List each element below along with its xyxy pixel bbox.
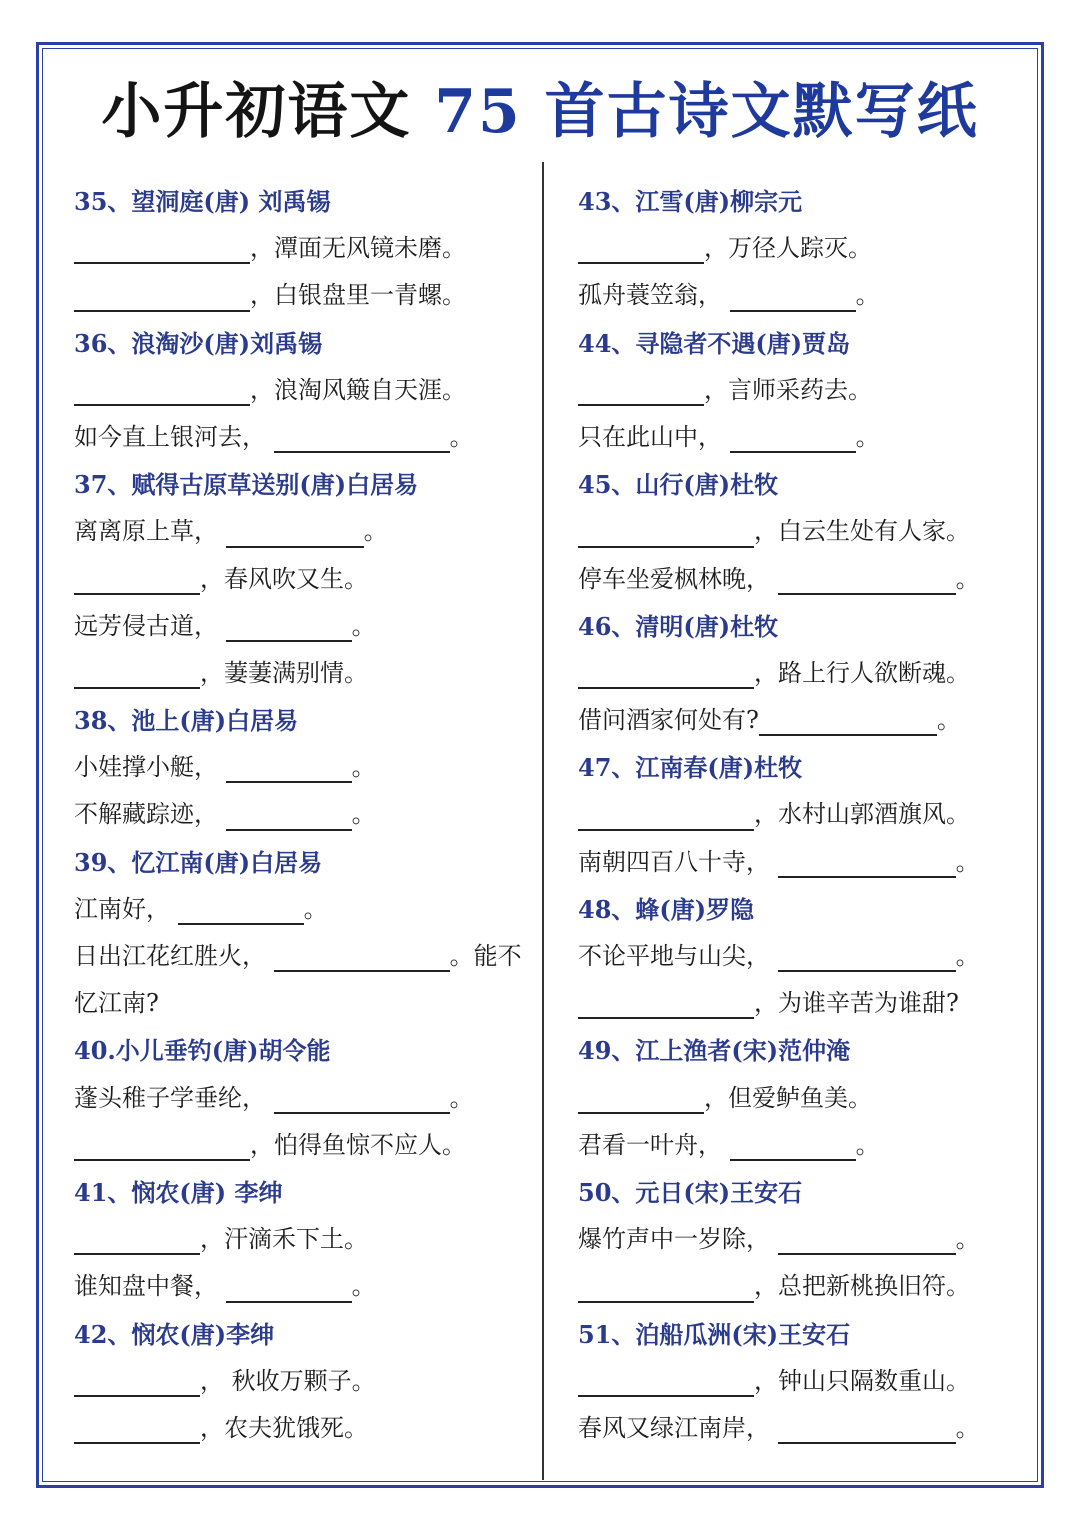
poem-line xyxy=(74,414,530,461)
answer-blank[interactable] xyxy=(74,1129,250,1161)
answer-blank[interactable] xyxy=(274,1082,450,1114)
verse-text: 停车坐爱枫林晚， xyxy=(578,564,770,593)
answer-blank[interactable] xyxy=(759,704,937,736)
answer-blank[interactable] xyxy=(730,280,856,312)
period-mark: 。 xyxy=(936,706,961,735)
period-mark: 。 xyxy=(955,942,980,970)
answer-blank[interactable] xyxy=(578,374,704,406)
poem-line xyxy=(74,744,530,791)
period-mark: 。 xyxy=(449,422,474,451)
answer-blank[interactable] xyxy=(178,893,304,925)
left-column xyxy=(74,178,530,1452)
answer-blank[interactable] xyxy=(578,1271,754,1303)
verse-text: 如今直上银河去， xyxy=(74,422,266,451)
answer-blank[interactable] xyxy=(578,657,754,689)
poem-heading: 39、忆江南(唐)白居易 xyxy=(74,847,323,877)
verse-text: 小娃撑小艇， xyxy=(74,753,218,782)
verse-text: ，潭面无风镜未磨。 xyxy=(250,234,466,263)
poem-line xyxy=(578,933,1018,980)
poem-line xyxy=(74,1216,530,1263)
poem-line xyxy=(74,1405,530,1452)
poem-line xyxy=(578,272,1018,319)
poem-line xyxy=(578,508,1018,555)
poem-heading: 50、元日(宋)王安石 xyxy=(578,1177,803,1207)
poem-heading: 42、悯农(唐)李绅 xyxy=(74,1319,275,1349)
poem-heading: 49、江上渔者(宋)范仲淹 xyxy=(578,1036,851,1066)
poem-heading: 46、清明(唐)杜牧 xyxy=(578,611,779,641)
verse-text: 蓬头稚子学垂纶， xyxy=(74,1083,266,1112)
verse-text: ，钟山只隔数重山。 xyxy=(754,1366,970,1395)
poem-line xyxy=(578,839,1018,886)
verse-text: ，白银盘里一青螺。 xyxy=(250,281,466,310)
poem-line xyxy=(74,1075,530,1122)
period-mark: 。 xyxy=(855,1130,880,1159)
poem-line xyxy=(74,886,530,933)
poem-heading: 43、江雪(唐)柳宗元 xyxy=(578,187,803,216)
answer-blank[interactable] xyxy=(578,799,754,831)
period-mark: 。 xyxy=(855,422,880,451)
verse-text: ，言师采药去。 xyxy=(704,375,872,404)
verse-text: ，路上行人欲断魂。 xyxy=(754,658,970,687)
poem-line: 忆江南? xyxy=(74,989,159,1018)
answer-blank[interactable] xyxy=(730,421,856,453)
answer-blank[interactable] xyxy=(274,421,450,453)
poem-line xyxy=(74,272,530,319)
poem-heading: 47、江南春(唐)杜牧 xyxy=(578,753,803,783)
verse-text: 日出江花红胜火， xyxy=(74,942,266,970)
answer-blank[interactable] xyxy=(74,563,200,595)
verse-text: 南朝四百八十寺， xyxy=(578,847,770,876)
period-mark: 。 xyxy=(955,1225,980,1254)
verse-text: 孤舟蓑笠翁， xyxy=(578,281,722,310)
verse-text: ，怕得鱼惊不应人。 xyxy=(250,1130,466,1159)
poem-line xyxy=(578,791,1018,838)
verse-text: ，春风吹又生。 xyxy=(200,564,368,593)
poem-line xyxy=(578,650,1018,697)
answer-blank[interactable] xyxy=(778,1412,956,1444)
answer-blank[interactable] xyxy=(74,280,250,312)
verse-text: 离离原上草， xyxy=(74,517,218,546)
poem-line xyxy=(578,697,1018,744)
poem-line xyxy=(74,508,530,555)
verse-text: ，农夫犹饿死。 xyxy=(200,1413,368,1442)
poem-line xyxy=(74,556,530,603)
answer-blank[interactable] xyxy=(274,940,450,972)
poem-line xyxy=(578,1405,1018,1452)
poem-line xyxy=(578,367,1018,414)
verse-text: ，万径人踪灭。 xyxy=(704,234,872,263)
period-mark: 。 xyxy=(855,281,880,310)
poem-line xyxy=(74,791,530,838)
verse-text: ，为谁辛苦为谁甜? xyxy=(754,989,959,1018)
poem-heading: 51、泊船瓜洲(宋)王安石 xyxy=(578,1319,851,1349)
period-mark: 。 xyxy=(363,517,388,546)
poem-heading: 41、悯农(唐) 李绅 xyxy=(74,1177,283,1207)
period-mark: 。 xyxy=(955,847,980,876)
verse-text: ，白云生处有人家。 xyxy=(754,517,970,546)
poem-line xyxy=(578,980,1018,1027)
answer-blank[interactable] xyxy=(578,987,754,1019)
answer-blank[interactable] xyxy=(226,799,352,831)
verse-text: ，总把新桃换旧符。 xyxy=(754,1272,970,1301)
poem-line xyxy=(74,650,530,697)
verse-text: ，萋萋满别情。 xyxy=(200,658,368,687)
answer-blank[interactable] xyxy=(778,563,956,595)
verse-text: 江南好， xyxy=(74,894,170,923)
poem-heading: 40.小儿垂钓(唐)胡令能 xyxy=(74,1036,331,1066)
poem-heading: 48、蜂(唐)罗隐 xyxy=(578,894,755,924)
verse-text: 不论平地与山尖， xyxy=(578,942,770,970)
answer-blank[interactable] xyxy=(74,232,250,264)
answer-blank[interactable] xyxy=(578,232,704,264)
period-mark: 。 xyxy=(351,611,376,640)
poem-line xyxy=(74,367,530,414)
period-mark: 。 xyxy=(351,1272,376,1301)
answer-blank[interactable] xyxy=(778,1223,956,1255)
poem-heading: 35、望洞庭(唐) 刘禹锡 xyxy=(74,187,331,216)
title-part-black: 小升初语文 xyxy=(101,77,412,147)
poem-line xyxy=(74,603,530,650)
verse-text: 。能不 xyxy=(449,942,522,970)
answer-blank[interactable] xyxy=(778,940,956,972)
poem-line xyxy=(74,225,530,272)
verse-text: 远芳侵古道， xyxy=(74,611,218,640)
poem-heading: 38、池上(唐)白居易 xyxy=(74,706,299,736)
poem-line xyxy=(578,1216,1018,1263)
period-mark: 。 xyxy=(449,1083,474,1112)
poem-heading: 44、寻隐者不遇(唐)贾岛 xyxy=(578,328,851,358)
verse-text: ，汗滴禾下土。 xyxy=(200,1225,368,1254)
poem-line xyxy=(74,1263,530,1310)
answer-blank[interactable] xyxy=(226,1271,352,1303)
poem-line xyxy=(578,1122,1018,1169)
answer-blank[interactable] xyxy=(74,657,200,689)
answer-blank[interactable] xyxy=(778,846,956,878)
answer-blank[interactable] xyxy=(74,1223,200,1255)
answer-blank[interactable] xyxy=(578,1082,704,1114)
answer-blank[interactable] xyxy=(74,1412,200,1444)
answer-blank[interactable] xyxy=(226,751,352,783)
verse-text: 借问酒家何处有? xyxy=(578,706,759,735)
verse-text: 不解藏踪迹， xyxy=(74,800,218,829)
poem-line xyxy=(74,1122,530,1169)
poem-line xyxy=(578,1075,1018,1122)
verse-text: 爆竹声中一岁除， xyxy=(578,1225,770,1254)
poem-line xyxy=(578,225,1018,272)
poem-line xyxy=(578,1358,1018,1405)
poem-line xyxy=(74,933,530,980)
right-column xyxy=(578,178,1018,1452)
answer-blank[interactable] xyxy=(226,610,352,642)
answer-blank[interactable] xyxy=(74,374,250,406)
verse-text: ，浪淘风簸自天涯。 xyxy=(250,375,466,404)
verse-text: 春风又绿江南岸， xyxy=(578,1413,770,1442)
verse-text: ， 秋收万颗子。 xyxy=(200,1366,376,1395)
poem-heading: 45、山行(唐)杜牧 xyxy=(578,470,779,500)
verse-text: 只在此山中， xyxy=(578,422,722,451)
period-mark: 。 xyxy=(955,1413,980,1442)
period-mark: 。 xyxy=(955,564,980,593)
poem-line xyxy=(578,556,1018,603)
answer-blank[interactable] xyxy=(74,1365,200,1397)
column-divider xyxy=(542,162,544,1480)
poem-line xyxy=(74,1358,530,1405)
period-mark: 。 xyxy=(303,894,328,923)
poem-heading: 37、赋得古原草送别(唐)白居易 xyxy=(74,470,419,500)
poem-line xyxy=(578,414,1018,461)
period-mark: 。 xyxy=(351,753,376,782)
verse-text: 谁知盘中餐， xyxy=(74,1272,218,1301)
poem-heading: 36、浪淘沙(唐)刘禹锡 xyxy=(74,328,323,358)
page-title xyxy=(0,72,1080,152)
answer-blank[interactable] xyxy=(578,516,754,548)
poem-line xyxy=(578,1263,1018,1310)
verse-text: 君看一叶舟， xyxy=(578,1130,722,1159)
answer-blank[interactable] xyxy=(730,1129,856,1161)
verse-text: ，水村山郭酒旗风。 xyxy=(754,800,970,829)
answer-blank[interactable] xyxy=(578,1365,754,1397)
title-part-blue: 75 首古诗文默写纸 xyxy=(434,77,979,147)
period-mark: 。 xyxy=(351,800,376,829)
answer-blank[interactable] xyxy=(226,516,364,548)
verse-text: ，但爱鲈鱼美。 xyxy=(704,1083,872,1112)
